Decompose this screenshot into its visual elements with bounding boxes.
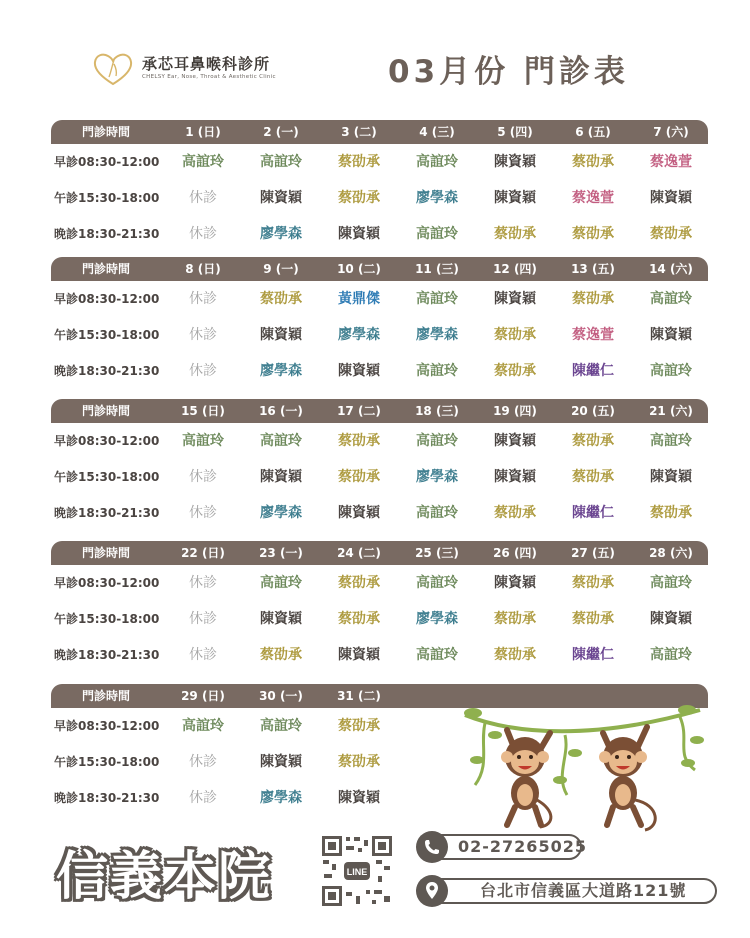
closed-cell: 休診 [189,647,217,663]
header-date: 27 (五) [571,546,615,560]
header-date: 10 (二) [337,262,381,276]
week-block [51,399,708,531]
doctor-cell: 陳資穎 [338,363,380,379]
header-date: 3 (二) [341,125,377,139]
doctor-cell: 高誼玲 [416,433,458,449]
doctor-cell: 蔡劭承 [338,575,380,591]
header-date: 24 (二) [337,546,381,560]
doctor-cell: 陳資穎 [338,790,380,806]
doctor-cell: 蔡劭承 [572,575,614,591]
doctor-cell: 高誼玲 [650,647,692,663]
session-time: 午診15:30-18:00 [54,470,160,484]
header-date: 15 (日) [181,404,225,418]
schedule-row [51,281,708,317]
page-title: 03月份 門診表 [388,54,629,90]
doctor-cell: 蔡劭承 [338,469,380,485]
doctor-cell: 陳資穎 [338,226,380,242]
doctor-cell: 高誼玲 [182,718,224,734]
doctor-cell: 蔡劭承 [338,190,380,206]
doctor-cell: 高誼玲 [260,433,302,449]
schedule-row [51,216,708,252]
header-date: 2 (一) [263,125,299,139]
branch-name: 信義本院 [56,847,273,907]
address-text[interactable]: 台北市信義區大道路121號 [480,881,687,900]
doctor-cell: 陳資穎 [494,291,536,307]
clinic-logo [92,50,276,90]
session-time: 早診08:30-12:00 [54,576,160,590]
doctor-cell: 高誼玲 [416,647,458,663]
session-time: 晚診18:30-21:30 [54,791,160,805]
header-date: 25 (三) [415,546,459,560]
doctor-cell: 廖學森 [416,469,458,485]
doctor-cell: 蔡劭承 [338,718,380,734]
doctor-cell: 陳資穎 [494,433,536,449]
doctor-cell: 高誼玲 [650,575,692,591]
doctor-cell: 陳資穎 [494,154,536,170]
doctor-cell: 陳資穎 [650,611,692,627]
closed-cell: 休診 [189,363,217,379]
session-time: 早診08:30-12:00 [54,719,160,733]
doctor-cell: 蔡劭承 [260,291,302,307]
closed-cell: 休診 [189,291,217,307]
session-time: 早診08:30-12:00 [54,155,160,169]
session-time: 午診15:30-18:00 [54,755,160,769]
phone-pill[interactable] [422,834,587,860]
doctor-cell: 高誼玲 [260,575,302,591]
doctor-cell: 陳資穎 [260,327,302,343]
doctor-cell: 陳資穎 [650,190,692,206]
doctor-cell: 廖學森 [338,327,380,343]
doctor-cell: 蔡劭承 [572,154,614,170]
doctor-cell: 蔡劭承 [572,611,614,627]
doctor-cell: 高誼玲 [650,291,692,307]
doctor-cell: 高誼玲 [650,363,692,379]
monkeys-illustration [455,695,715,835]
header-date: 29 (日) [181,689,225,703]
week-block [51,541,708,673]
closed-cell: 休診 [189,505,217,521]
header-time-label: 門診時間 [81,404,130,418]
schedule-row [51,144,708,180]
doctor-cell: 蔡劭承 [494,647,536,663]
header-date: 9 (一) [263,262,299,276]
header-time-label: 門診時間 [81,546,130,560]
doctor-cell: 蔡劭承 [572,291,614,307]
doctor-cell: 廖學森 [416,190,458,206]
doctor-cell: 高誼玲 [182,433,224,449]
doctor-cell: 陳資穎 [338,505,380,521]
doctor-cell: 陳資穎 [494,190,536,206]
doctor-cell: 陳繼仁 [572,363,614,379]
doctor-cell: 高誼玲 [650,433,692,449]
doctor-cell: 廖學森 [416,327,458,343]
session-time: 晚診18:30-21:30 [54,227,160,241]
closed-cell: 休診 [189,754,217,770]
doctor-cell: 高誼玲 [260,718,302,734]
doctor-cell: 廖學森 [260,790,302,806]
doctor-cell: 蔡劭承 [338,154,380,170]
doctor-cell: 蔡劭承 [338,611,380,627]
header-date: 19 (四) [493,404,537,418]
closed-cell: 休診 [189,611,217,627]
schedule-row [51,565,708,601]
doctor-cell: 蔡劭承 [650,226,692,242]
header-date: 26 (四) [493,546,537,560]
week-header [51,257,708,281]
week-header [51,120,708,144]
doctor-cell: 陳資穎 [260,190,302,206]
doctor-cell: 蔡劭承 [338,433,380,449]
doctor-cell: 陳繼仁 [572,647,614,663]
header-date: 11 (三) [415,262,459,276]
doctor-cell: 陳資穎 [650,327,692,343]
schedule-row [51,495,708,531]
closed-cell: 休診 [189,469,217,485]
doctor-cell: 蔡劭承 [494,611,536,627]
header-date: 17 (二) [337,404,381,418]
phone-icon [416,831,448,863]
doctor-cell: 蔡劭承 [494,505,536,521]
doctor-cell: 蔡劭承 [650,505,692,521]
doctor-cell: 蔡逸萱 [572,190,614,206]
week-header [51,541,708,565]
doctor-cell: 廖學森 [260,363,302,379]
header-date: 14 (六) [649,262,693,276]
schedule-row [51,459,708,495]
header-date: 1 (日) [185,125,221,139]
doctor-cell: 陳資穎 [494,469,536,485]
doctor-cell: 高誼玲 [416,226,458,242]
schedule-row [51,601,708,637]
header-date: 30 (一) [259,689,303,703]
address-pill[interactable] [422,878,717,904]
clinic-subtitle: CHELSY Ear, Nose, Throat & Aesthetic Clinic [142,74,276,80]
doctor-cell: 蔡逸萱 [572,327,614,343]
doctor-cell: 廖學森 [260,226,302,242]
session-time: 晚診18:30-21:30 [54,364,160,378]
header-date: 4 (三) [419,125,455,139]
header-date: 8 (日) [185,262,221,276]
week-header [51,399,708,423]
session-time: 晚診18:30-21:30 [54,648,160,662]
header-date: 18 (三) [415,404,459,418]
doctor-cell: 高誼玲 [416,363,458,379]
header-date: 13 (五) [571,262,615,276]
header-date: 21 (六) [649,404,693,418]
qr-label: LINE [346,867,368,877]
header-date: 16 (一) [259,404,303,418]
header-date: 7 (六) [653,125,689,139]
session-time: 晚診18:30-21:30 [54,506,160,520]
phone-number[interactable]: 02-27265025 [458,837,587,856]
doctor-cell: 陳資穎 [650,469,692,485]
closed-cell: 休診 [189,190,217,206]
session-time: 早診08:30-12:00 [54,292,160,306]
line-qr-code[interactable] [320,834,394,908]
header-time-label: 門診時間 [81,262,130,276]
doctor-cell: 陳繼仁 [572,505,614,521]
session-time: 午診15:30-18:00 [54,191,160,205]
doctor-cell: 陳資穎 [260,611,302,627]
header-date: 31 (二) [337,689,381,703]
clinic-name: 承芯耳鼻喉科診所 [142,55,271,73]
doctor-cell: 陳資穎 [338,647,380,663]
header-date: 23 (一) [259,546,303,560]
doctor-cell: 陳資穎 [260,754,302,770]
schedule-row [51,423,708,459]
doctor-cell: 蔡劭承 [494,226,536,242]
schedule-row [51,637,708,673]
doctor-cell: 高誼玲 [260,154,302,170]
closed-cell: 休診 [189,226,217,242]
doctor-cell: 蔡劭承 [572,433,614,449]
closed-cell: 休診 [189,327,217,343]
doctor-cell: 陳資穎 [260,469,302,485]
session-time: 午診15:30-18:00 [54,612,160,626]
doctor-cell: 蔡劭承 [494,327,536,343]
doctor-cell: 高誼玲 [416,291,458,307]
doctor-cell: 廖學森 [260,505,302,521]
doctor-cell: 陳資穎 [494,575,536,591]
header-time-label: 門診時間 [81,689,130,703]
doctor-cell: 高誼玲 [416,575,458,591]
header-date: 20 (五) [571,404,615,418]
doctor-cell: 廖學森 [416,611,458,627]
doctor-cell: 蔡劭承 [260,647,302,663]
week-block [51,257,708,389]
schedule-row [51,180,708,216]
schedule-row [51,317,708,353]
header-date: 28 (六) [649,546,693,560]
doctor-cell: 蔡劭承 [494,363,536,379]
doctor-cell: 高誼玲 [182,154,224,170]
header-date: 12 (四) [493,262,537,276]
doctor-cell: 高誼玲 [416,505,458,521]
heart-logo-icon [92,50,134,88]
session-time: 早診08:30-12:00 [54,434,160,448]
doctor-cell: 高誼玲 [416,154,458,170]
closed-cell: 休診 [189,575,217,591]
header-date: 5 (四) [497,125,533,139]
doctor-cell: 黃鼎傑 [338,291,380,307]
header-date: 22 (日) [181,546,225,560]
doctor-cell: 蔡劭承 [572,469,614,485]
doctor-cell: 蔡劭承 [338,754,380,770]
header-time-label: 門診時間 [81,125,130,139]
session-time: 午診15:30-18:00 [54,328,160,342]
doctor-cell: 蔡逸萱 [650,154,692,170]
week-block [51,120,708,252]
closed-cell: 休診 [189,790,217,806]
doctor-cell: 蔡劭承 [572,226,614,242]
header-date: 6 (五) [575,125,611,139]
schedule-row [51,353,708,389]
location-pin-icon [416,875,448,907]
